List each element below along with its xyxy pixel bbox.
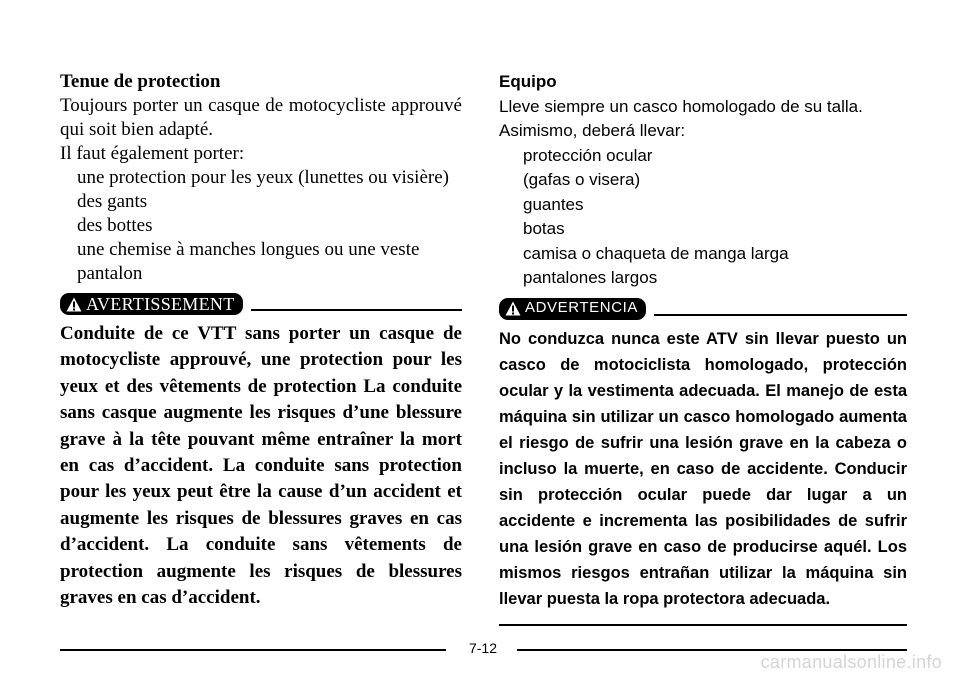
spanish-warning-header [499, 298, 907, 320]
french-item-eye-protection: une protection pour les yeux (lunettes ou visière) [77, 167, 449, 188]
french-item-gloves: des gants [77, 191, 148, 212]
spanish-item-goggles: (gafas o visera) [523, 170, 641, 189]
watermark: carmanualsonline.info [760, 652, 942, 672]
french-warning-header [60, 293, 462, 315]
french-warning-text: Conduite de ce VTT sans porter un casque de motocycliste approuvé, une protection pour les yeux et des vêtements de protection La conduite sans casque augmente les risques d’une blessure grave à la tête pouvant même entraîner la mort en cas d’accident. La conduite sans protection pour les yeux peut être la cause d’un accident et augmente les risques de blessures graves en cas d’accident. La conduite sans vêtements de protection augmente les risques de blessures graves en cas d’accident. [60, 323, 462, 609]
spanish-warning-rule [654, 314, 907, 316]
french-also: Il faut également porter: [60, 143, 245, 164]
spanish-heading: Equipo [499, 72, 557, 91]
french-item-pants: pantalon [77, 263, 143, 284]
footer-rule-left [60, 649, 446, 651]
spanish-item-eye-protection: protección ocular [523, 145, 653, 165]
french-item-boots: des bottes [77, 215, 153, 236]
french-column [60, 70, 462, 611]
spanish-item-gloves: guantes [523, 194, 584, 214]
spanish-item-boots: botas [523, 219, 565, 238]
french-intro: Toujours porter un casque de motocycliste approuvé qui soit bien adapté. [60, 95, 462, 140]
spanish-item-pants: pantalones largos [523, 268, 658, 287]
french-item-shirt: une chemise à manches longues ou une veste [77, 239, 420, 260]
spanish-warning-badge [499, 298, 646, 320]
spanish-warning-label: ADVERTENCIA [525, 299, 639, 317]
warning-triangle-icon [66, 297, 82, 312]
spanish-warning-end-rule [499, 624, 907, 626]
french-warning-badge [60, 293, 243, 315]
french-warning-label: AVERTISSEMENT [86, 294, 235, 314]
spanish-also: Asimismo, deberá llevar: [499, 121, 686, 140]
french-warning-rule [251, 309, 463, 311]
spanish-item-shirt: camisa o chaqueta de manga larga [523, 243, 789, 263]
french-heading: Tenue de protection [60, 71, 221, 92]
warning-triangle-icon [505, 301, 521, 316]
spanish-intro: Lleve siempre un casco homologado de su talla. [499, 96, 863, 116]
page-number: 7-12 [468, 640, 498, 656]
footer-rule-right [517, 649, 907, 651]
spanish-warning-text: No conduzca nunca este ATV sin llevar puesto un casco de motociclista homologado, protección ocular y la vestimenta adecuada. El manejo de esta máquina sin utilizar un casco homologado aumenta el riesgo de sufrir una lesión grave en la cabeza o incluso la muerte, en caso de accidente. Conducir sin protección ocular puede dar lugar a un accidente e incrementa las posibilidades de sufrir una lesión grave en caso de producirse aquél. Los mismos riesgos entrañan utilizar la máquina sin llevar puesta la ropa protectora adecuada. [499, 329, 907, 608]
spanish-column [499, 70, 907, 626]
